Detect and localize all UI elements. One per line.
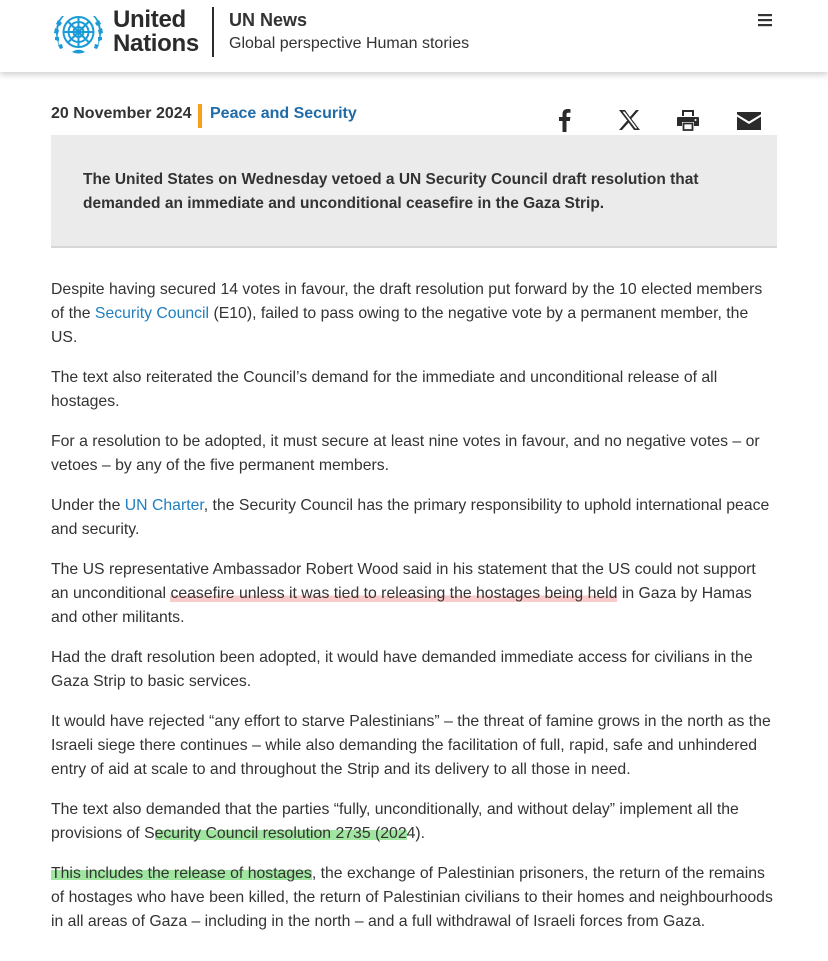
paragraph-7: It would have rejected “any effort to starve Palestinians” – the threat of famine grows in the north as the Israeli siege there continues – while also demanding the facilitation of full, rapid, safe and unhindered entry of aid at scale to and throughout the Strip and its delivery to all those in need. bbox=[51, 713, 771, 778]
paragraph-4 bbox=[51, 494, 777, 542]
email-icon[interactable] bbox=[736, 107, 762, 133]
hamburger-menu-icon[interactable] bbox=[757, 12, 773, 28]
lead-summary: The United States on Wednesday vetoed a UN Security Council draft resolution that demanded an immediate and unconditional ceasefire in the Gaza Strip. bbox=[83, 171, 699, 212]
paragraph-4-text-a: Under the bbox=[51, 497, 125, 514]
category-link[interactable]: Peace and Security bbox=[210, 105, 357, 122]
paragraph-9 bbox=[51, 862, 777, 934]
security-council-link[interactable]: Security Council bbox=[94, 305, 210, 322]
print-icon[interactable] bbox=[675, 107, 701, 133]
paragraph-8-text-b: 4). bbox=[406, 825, 426, 842]
site-name[interactable]: UN News bbox=[229, 10, 308, 30]
paragraph-2: The text also reiterated the Council’s demand for the immediate and unconditional release of all hostages. bbox=[51, 369, 718, 410]
facebook-icon[interactable] bbox=[552, 107, 578, 133]
site-header bbox=[0, 0, 828, 72]
paragraph-8 bbox=[51, 798, 777, 846]
paragraph-9-text: , the exchange of Palestinian prisoners, the return of the remains of hostages who have been killed, the return of Palestinian civilians to their homes and neighbourhoods in all areas of Gaza – including in the north – and a full withdrawal of Israeli forces from Gaza. bbox=[51, 865, 773, 930]
green-highlight-resolution: ecurity Council resolution 2735 (202 bbox=[154, 825, 407, 842]
un-charter-link[interactable]: UN Charter bbox=[124, 497, 204, 514]
header-divider bbox=[212, 7, 214, 57]
paragraph-5 bbox=[51, 558, 777, 630]
lead-summary-box bbox=[51, 135, 777, 248]
site-tagline: Global perspective Human stories bbox=[229, 35, 470, 52]
paragraph-8-text-a: The text also demanded that the parties “fully, unconditionally, and without delay” implement all the provisions of S bbox=[51, 801, 739, 842]
red-highlight: ceasefire unless it was tied to releasing the hostages being held bbox=[170, 585, 618, 602]
un-emblem-icon[interactable] bbox=[50, 8, 107, 56]
paragraph-1 bbox=[51, 278, 777, 350]
paragraph-5-text-a: The US representative Ambassador Robert Wood said in his statement that the US could not support an unconditional bbox=[51, 561, 756, 602]
logo-line-2: Nations bbox=[113, 30, 199, 57]
logo-line-1: United bbox=[113, 6, 186, 33]
paragraph-1-text-a: Despite having secured 14 votes in favour, the draft resolution put forward by the 10 elected members of the bbox=[51, 281, 763, 322]
un-logo-text[interactable] bbox=[113, 6, 199, 57]
paragraph-6: Had the draft resolution been adopted, it would have demanded immediate access for civilians in the Gaza Strip to basic services. bbox=[51, 649, 753, 690]
x-twitter-icon[interactable] bbox=[616, 107, 642, 133]
paragraph-3: For a resolution to be adopted, it must secure at least nine votes in favour, and no negative votes – or vetoes – by any of the five permanent members. bbox=[51, 433, 760, 474]
paragraph-4-text-b: , the Security Council has the primary responsibility to uphold international peace and security. bbox=[51, 497, 770, 538]
paragraph-5-text-b: in Gaza by Hamas and other militants. bbox=[51, 585, 752, 626]
article-body bbox=[51, 278, 777, 950]
article-date: 20 November 2024 bbox=[51, 105, 192, 122]
paragraph-1-text-b: (E10), failed to pass owing to the negative vote by a permanent member, the US. bbox=[51, 305, 749, 346]
category-accent-bar bbox=[198, 104, 202, 128]
green-highlight-hostages: This includes the release of hostages bbox=[51, 865, 312, 882]
